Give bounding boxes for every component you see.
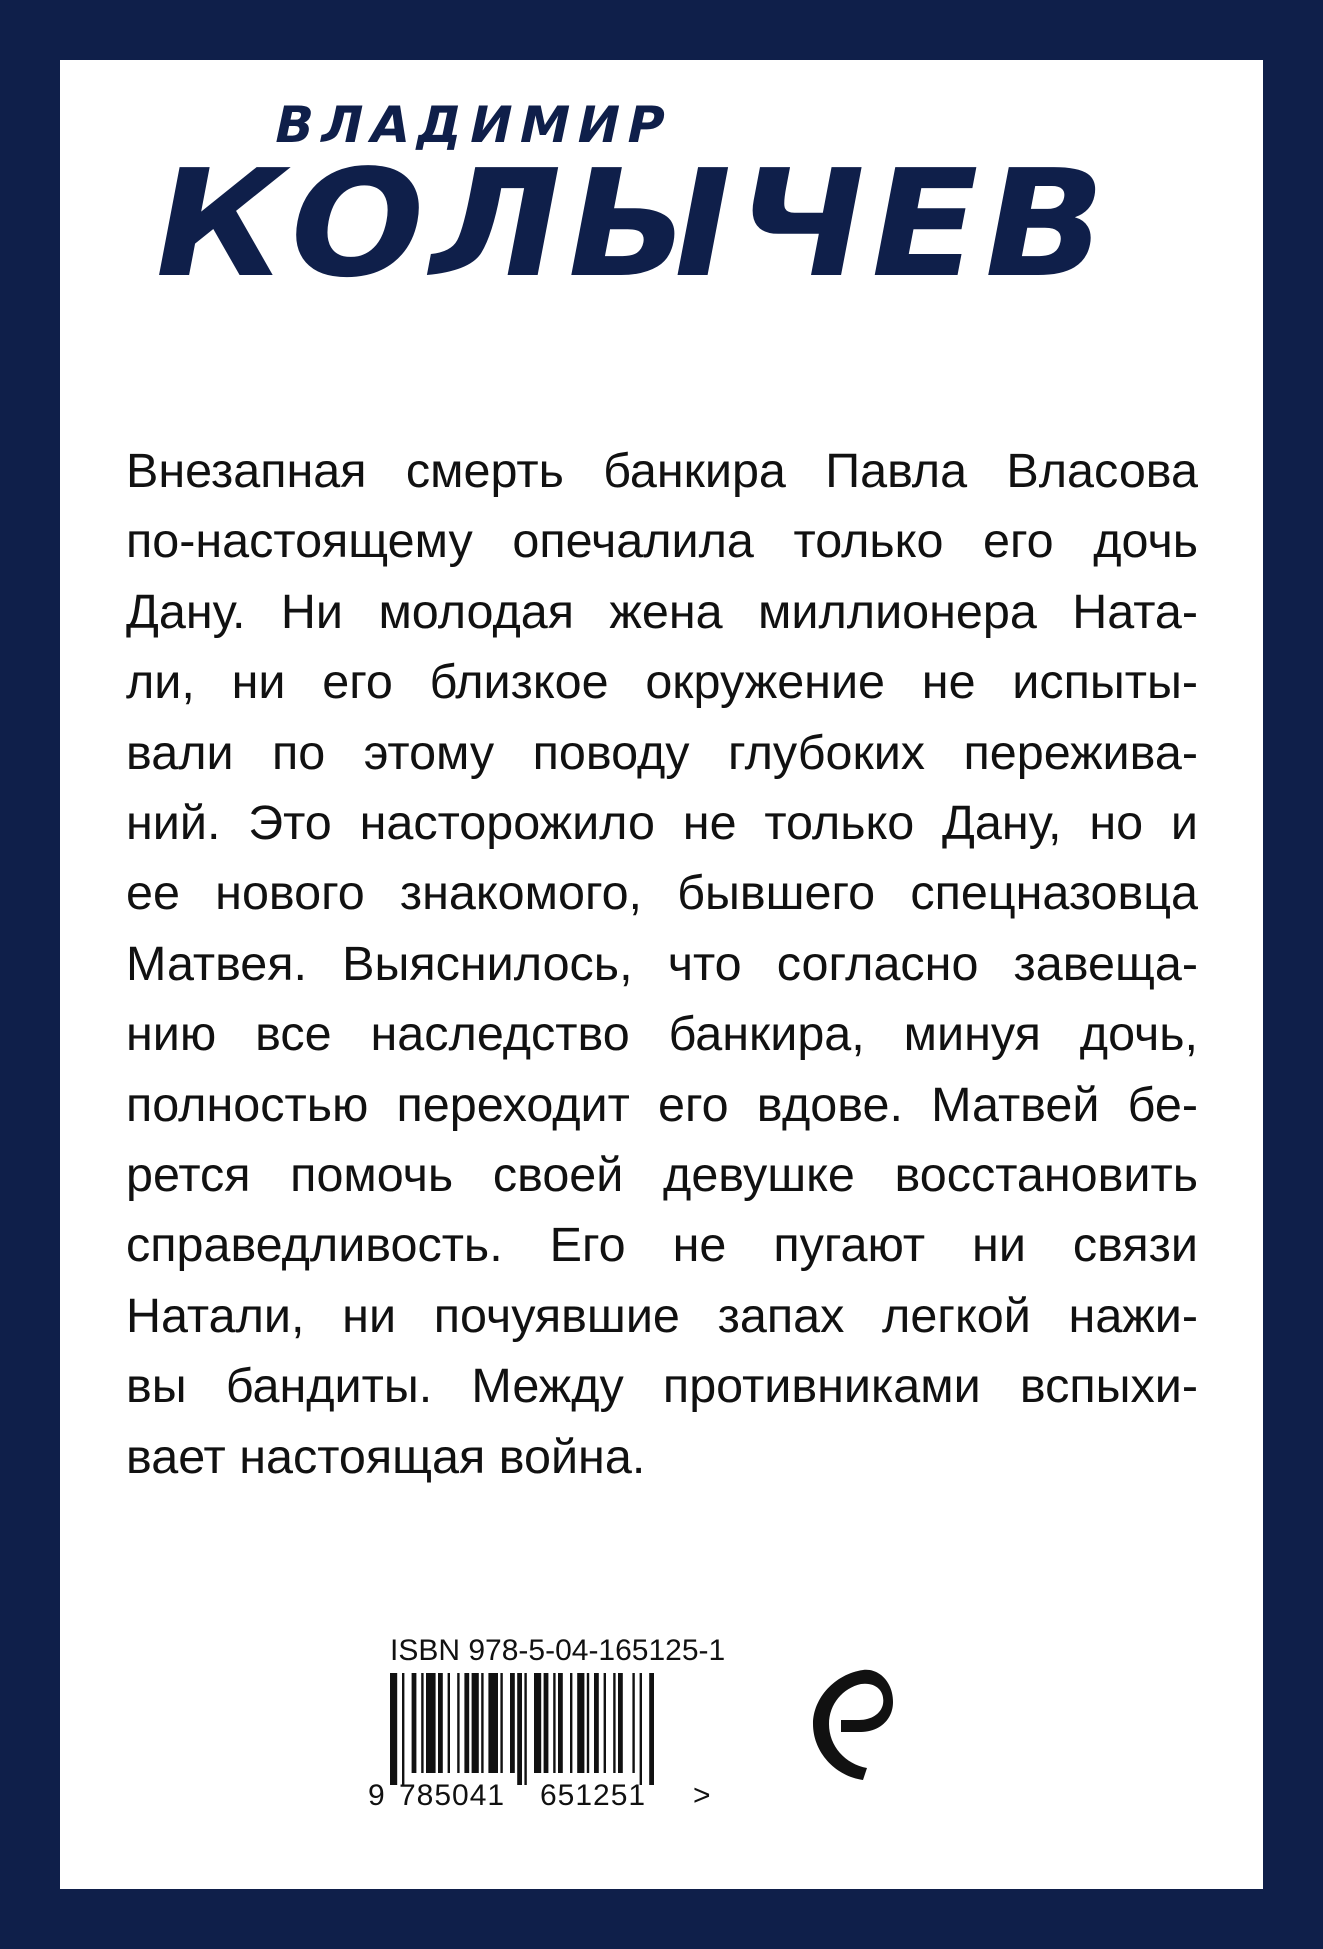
description-line: полностью переходит его вдове. Матвей бе- — [126, 1077, 1198, 1132]
barcode-bar — [448, 1673, 450, 1773]
barcode-bar — [594, 1673, 599, 1773]
barcode — [390, 1673, 690, 1785]
description-line: по-настоящему опечалила только его дочь — [126, 514, 1198, 569]
barcode-bar — [472, 1673, 479, 1773]
barcode-bar — [587, 1673, 589, 1773]
barcode-bar — [649, 1673, 654, 1785]
description-line: вали по этому поводу глубоких пережива- — [126, 725, 1198, 780]
description-line: Натали, ни почуявшие запах легкой нажи- — [126, 1288, 1198, 1343]
barcode-bar — [421, 1673, 423, 1773]
isbn-label: ISBN 978-5-04-165125-1 — [390, 1634, 726, 1667]
barcode-digit-tail: > — [693, 1779, 711, 1812]
barcode-digit-group-left: 785041 — [399, 1779, 506, 1812]
barcode-bar — [481, 1673, 483, 1773]
barcode-bar — [426, 1673, 436, 1773]
barcode-bar — [577, 1673, 584, 1773]
description-line: Внезапная смерть банкира Павла Власова — [126, 444, 1198, 498]
barcode-bar — [488, 1673, 498, 1773]
description-line: Матвея. Выяснилось, что согласно завеща- — [126, 936, 1198, 991]
description-line: рется помочь своей девушке восстановить — [126, 1148, 1198, 1203]
description-line: ли, ни его близкое окружение не испыты- — [126, 655, 1198, 710]
barcode-digit-group-right: 651251 — [540, 1779, 647, 1812]
description-line: вы бандиты. Между противниками вспыхи- — [126, 1359, 1198, 1414]
barcode-bar — [632, 1673, 634, 1773]
description-line: ее нового знакомого, бывшего спецназовца — [126, 866, 1198, 921]
description-line: нию все наследство банкира, минуя дочь, — [126, 1007, 1198, 1062]
barcode-bar — [553, 1673, 555, 1773]
barcode-bar — [457, 1673, 459, 1773]
book-description — [126, 436, 1198, 1492]
barcode-bar — [534, 1673, 541, 1773]
barcode-bar — [524, 1673, 526, 1785]
author-first-name: ВЛАДИМИР — [269, 96, 679, 154]
barcode-bar — [604, 1673, 606, 1773]
barcode-bar — [412, 1673, 417, 1773]
barcode-bar — [570, 1673, 572, 1773]
description-line: справедливость. Его не пугают ни связи — [126, 1218, 1198, 1273]
description-line: вает настоящая война. — [126, 1429, 646, 1484]
barcode-bar — [613, 1673, 615, 1773]
barcode-bar — [438, 1673, 443, 1773]
author-last-name: КОЛЫЧЕВ — [137, 138, 1126, 310]
barcode-bar — [402, 1673, 404, 1785]
barcode-bar — [558, 1673, 563, 1773]
description-line: ний. Это насторожило не только Дану, но и — [126, 796, 1198, 851]
barcode-bar — [500, 1673, 502, 1773]
barcode-bar — [618, 1673, 623, 1773]
barcode-bar — [640, 1673, 642, 1785]
barcode-digit-lead: 9 — [368, 1779, 385, 1812]
barcode-bar — [510, 1673, 515, 1773]
barcode-bar — [517, 1673, 522, 1785]
barcode-bar — [390, 1673, 397, 1785]
barcode-bar — [544, 1673, 549, 1773]
barcode-bar — [464, 1673, 469, 1773]
eksmo-logo-icon — [805, 1660, 895, 1790]
description-line: Дану. Ни молодая жена миллионера Ната- — [126, 584, 1198, 639]
